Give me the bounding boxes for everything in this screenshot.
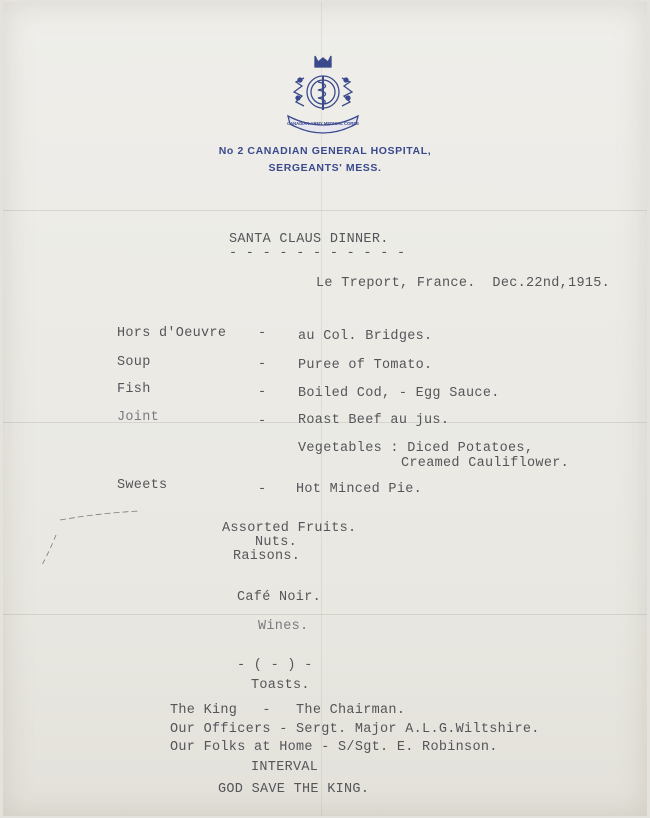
toast-line: The King - The Chairman. [170, 703, 406, 718]
crest-icon [282, 52, 364, 134]
extra-item: Raisons. [233, 549, 301, 564]
fold-line [3, 210, 647, 211]
interval-label: INTERVAL [251, 760, 319, 775]
course-dish: Boiled Cod, - Egg Sauce. [298, 386, 500, 401]
place-date: Le Treport, France. Dec.22nd,1915. [316, 276, 611, 291]
crest-ribbon-text: CANADIAN ARMY MEDICAL CORPS [287, 121, 359, 126]
course-label: Sweets [117, 478, 168, 493]
course-dish: Puree of Tomato. [298, 358, 433, 373]
course-dish: Roast Beef au jus. [298, 413, 450, 428]
mess-name: SERGEANTS' MESS. [268, 162, 382, 174]
extra-item: Café Noir. [237, 590, 322, 605]
course-label: Fish [117, 382, 151, 397]
toast-line: Our Folks at Home - S/Sgt. E. Robinson. [170, 740, 498, 755]
course-dish: Vegetables : Diced Potatoes, [298, 441, 534, 456]
extra-item: Assorted Fruits. [222, 521, 357, 536]
course-label: Hors d'Oeuvre [117, 326, 227, 341]
course-dash: - [258, 414, 267, 429]
course-dash: - [258, 326, 267, 341]
toast-line: Our Officers - Sergt. Major A.L.G.Wiltshire. [170, 722, 540, 737]
course-dash: - [258, 357, 267, 372]
separator: - ( - ) - [237, 658, 313, 673]
course-label: Soup [117, 355, 151, 370]
hospital-name: No 2 CANADIAN GENERAL HOSPITAL, [218, 145, 432, 157]
course-dish: au Col. Bridges. [298, 329, 433, 344]
closing-line: GOD SAVE THE KING. [218, 782, 370, 797]
toasts-heading: Toasts. [251, 678, 310, 693]
course-dish: Creamed Cauliflower. [401, 456, 570, 471]
fold-line [3, 614, 647, 615]
course-dish: Hot Minced Pie. [296, 482, 423, 497]
title-underline: - - - - - - - - - - - [229, 246, 406, 261]
course-dash: - [258, 482, 267, 497]
course-dash: - [258, 385, 267, 400]
course-label: Joint [117, 410, 160, 425]
pencil-scribble [40, 505, 150, 575]
dinner-title: SANTA CLAUS DINNER. [229, 232, 389, 247]
extra-item: Wines. [258, 619, 309, 634]
extra-item: Nuts. [255, 535, 298, 550]
